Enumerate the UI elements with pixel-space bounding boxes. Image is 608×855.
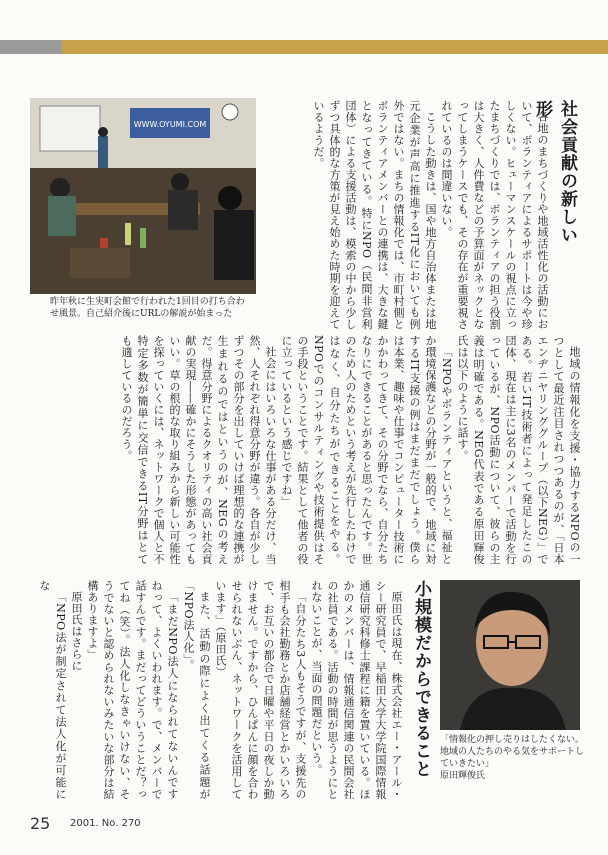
paragraph: 「NPOやボランティアというと、福祉とか環境保護などの分野が一般的で、地域に対するIT支援の例はまだまだでしょう。僕らは本業、趣味や仕事でコンピューター技術にかかわってきて、その分野でなら、自分たちなりにできることがあると思ったんです。世のため人のためという考えが先行したわけではなく、自分たちができることをやる。NPOでのコンサルティングや技術提供はその手段ということです。結果として他者の役に立っているという感じですね」 bbox=[280, 335, 453, 565]
portrait-caption bbox=[440, 734, 590, 782]
column-harada bbox=[36, 580, 404, 800]
paragraph: また、活動の際によく出てくる話題が「NPO法人化」。 bbox=[182, 580, 211, 800]
meeting-photo-illustration bbox=[30, 98, 256, 294]
issue-number: 2001. No. 270 bbox=[70, 818, 141, 829]
projected-screen-text: WWW.OYUMI.COM bbox=[133, 120, 207, 129]
header-bar-gold bbox=[62, 40, 608, 54]
heading-social-contribution: 社会貢献の新しい形 bbox=[532, 100, 577, 244]
heading-small-scale: 小規模だからできること bbox=[411, 580, 431, 778]
portrait-caption-quote-1: 「情報化の押し売りはしたくない。 bbox=[440, 735, 585, 745]
paragraph: 「自分たち3人もそうですが、支援先の相手も会社勤務とか店舗経営とかいろいろで、お互いの都合で日曜や平日の夜しか動けません。ですから、ひんぱんに顔を合わせられないぶん、ネットワークを活用しています」（原田氏） bbox=[214, 580, 307, 800]
paragraph: 社会にはいろいろな仕事がある分だけ、当然、人それぞれ得意分野が違う。各自が少しずつその部分を出していけば理想的な連携が生まれるのではというのが、NEGの考えだ。得意分野によるクオリティの高い社会貢献の実現――確かにそうした形態があってもいい。草の根的な取り組みから新しい可能性を探っていくには、ネットワークで個人と不特定多数が簡単に交信できるIT分野はとても適しているのだろう。 bbox=[120, 335, 277, 565]
meeting-photo bbox=[30, 98, 256, 294]
paragraph: 「まだNPO法人になられてないんですねって、よくいわれます。で、メンバーで話すんです。まだってどういうことだ？ってね（笑）。法人化しなきゃいけない、そうでないと認められないみたいな部分は結構ありますよ」 bbox=[86, 580, 179, 800]
paragraph: 各地のまちづくりや地域活性化の活動において、ボランティアによるサポートは今や珍しくない。ヒューマンスケールの視点に立ったまちづくりでは、ボランティアの担う役割は大きく、人件費などの予算面がネックとなってしまうケースでも、その存在が重要視されているのは間違いない。 bbox=[440, 100, 549, 330]
portrait-caption-name: 原田輝俊氏 bbox=[440, 771, 486, 781]
paragraph: 地域の情報化を支援・協力するNPOの一つとして最近注目されつつあるのが、「日本エンヂニヤリンググループ（以下NEG）」である。若いIT技術者によって発足したこの団体、現在は主に3名のメンバーで活動を行っているが、NPO活動について、彼らの主義は明確である。NEG代表である原田輝俊氏は以下のように話す。 bbox=[456, 335, 581, 565]
column-intro bbox=[258, 100, 550, 330]
paragraph: こうした動きは、国や地方自治体または地元企業が声高に推進するIT化においても例外ではない。まちの情報化では、市町村側とボランティアメンバーとの連携は、大きな鍵となってきている。特にNPO（民間非営利団体）による支援活動は、模索の中から少しずつ具体的な方策が見え始めた時期を迎えているようだ。 bbox=[312, 100, 437, 330]
paragraph: 原田氏はさらに bbox=[70, 591, 83, 672]
portrait-photo bbox=[440, 580, 580, 730]
paragraph: 原田氏は現在、株式会社エー・アール・シー研究員で、早稲田大学大学院国際情報通信研究科修士課程に籍を置いている。ほかのメンバーは、情報通信関連の民間会社の社員である。活動の時間が思うようにとれないことが、当面の問題だという。 bbox=[310, 580, 403, 800]
portrait-illustration bbox=[440, 580, 580, 730]
meeting-photo-caption: 昨年秋に生実町会館で行われた1回目の打ち合わせ風景。自己紹介後にURLの解説が始まった bbox=[50, 297, 245, 319]
page-number: 25 bbox=[30, 814, 51, 833]
header-bar-gray bbox=[0, 40, 62, 54]
portrait-caption-quote-2: 地域の人たちのやる気をサポートしていきたい」 bbox=[440, 747, 585, 769]
paragraph: 「NPO法が制定されて法人化が可能にな bbox=[38, 580, 67, 800]
column-neg-story bbox=[36, 335, 582, 565]
